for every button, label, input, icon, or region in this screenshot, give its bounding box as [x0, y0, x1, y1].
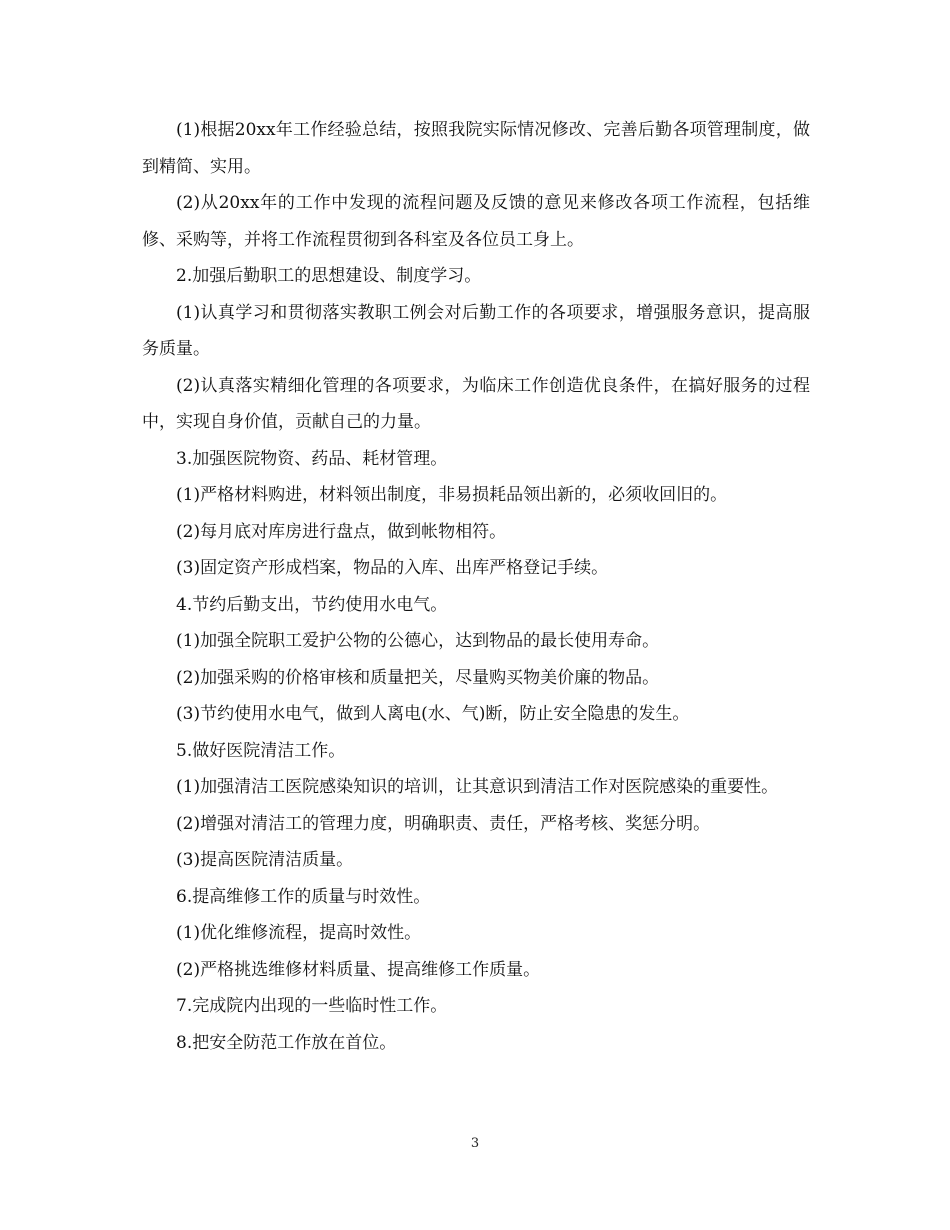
paragraph: (2)严格挑选维修材料质量、提高维修工作质量。: [176, 959, 541, 980]
paragraph: (3)提高医院清洁质量。: [176, 850, 354, 870]
section-heading: 5.做好医院清洁工作。: [176, 740, 346, 761]
paragraph: (2)从20xx年的工作中发现的流程问题及反馈的意见来修改各项工作流程，包括维修、采购等，并将工作流程贯彻到各科室及各位员工身上。: [142, 193, 810, 250]
paragraph: (1)优化维修流程，提高时效性。: [176, 923, 422, 943]
paragraph: (2)增强对清洁工的管理力度，明确职责、责任，严格考核、奖惩分明。: [176, 813, 711, 834]
paragraph: (1)根据20xx年工作经验总结，按照我院实际情况修改、完善后勤各项管理制度，做到精简、实用。: [142, 120, 810, 177]
paragraph: (1)认真学习和贯彻落实教职工例会对后勤工作的各项要求，增强服务意识，提高服务质量。: [142, 302, 810, 359]
paragraph: (2)每月底对库房进行盘点，做到帐物相符。: [176, 521, 507, 542]
section-heading: 7.完成院内出现的一些临时性工作。: [176, 996, 448, 1016]
document-body: [142, 112, 810, 1061]
section-heading: 2.加强后勤职工的思想建设、制度学习。: [176, 266, 482, 286]
paragraph: (3)固定资产形成档案，物品的入库、出库严格登记手续。: [176, 558, 609, 578]
paragraph: (1)加强全院职工爱护公物的公德心，达到物品的最长使用寿命。: [176, 631, 660, 651]
section-heading: 4.节约后勤支出，节约使用水电气。: [176, 594, 448, 615]
paragraph: (2)加强采购的价格审核和质量把关，尽量购买物美价廉的物品。: [176, 667, 660, 688]
paragraph: (3)节约使用水电气，做到人离电(水、气)断，防止安全隐患的发生。: [176, 704, 690, 724]
section-heading: 6.提高维修工作的质量与时效性。: [176, 886, 431, 907]
paragraph: (2)认真落实精细化管理的各项要求，为临床工作创造优良条件，在搞好服务的过程中，实现自身价值，贡献自己的力量。: [142, 375, 810, 432]
paragraph: (1)严格材料购进，材料领出制度，非易损耗品领出新的，必须收回旧的。: [176, 485, 728, 505]
paragraph: (1)加强清洁工医院感染知识的培训，让其意识到清洁工作对医院感染的重要性。: [176, 777, 779, 797]
section-heading: 3.加强医院物资、药品、耗材管理。: [176, 448, 448, 469]
section-heading: 8.把安全防范工作放在首位。: [176, 1032, 397, 1053]
page-number: 3: [470, 1136, 480, 1151]
